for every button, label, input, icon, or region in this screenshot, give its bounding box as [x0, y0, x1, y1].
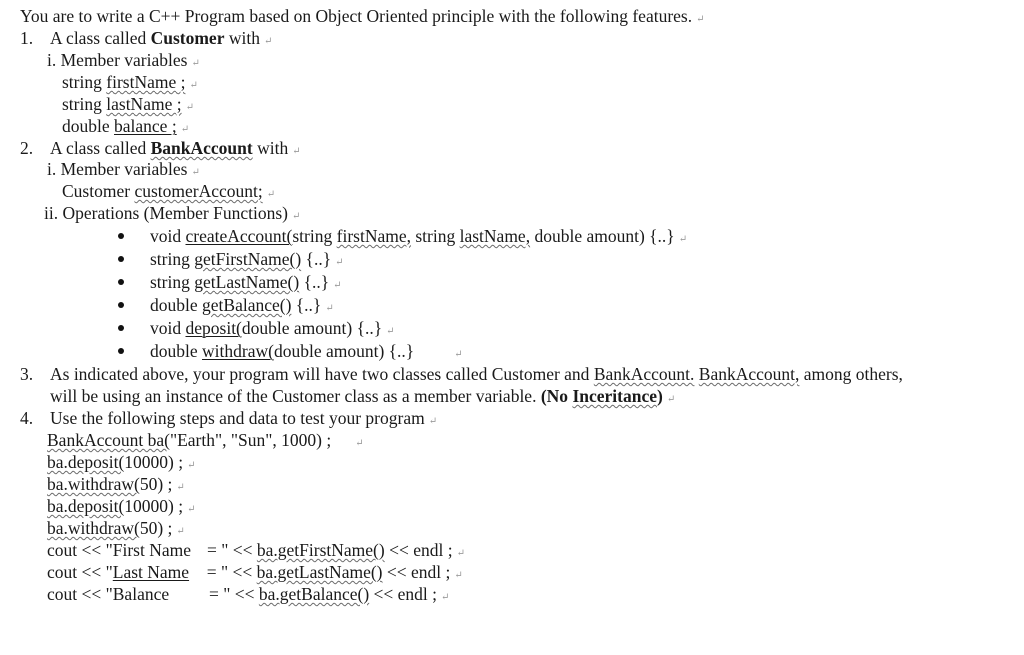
cout-op: = " << [206, 562, 257, 582]
fn-name: getBalance() [202, 295, 292, 315]
cout-label: cout << "First Name [47, 540, 192, 560]
cout-label: Last Name [112, 562, 190, 582]
cout-line [47, 561, 463, 583]
item-3-line-1 [20, 363, 903, 385]
item-1-subheading [47, 49, 200, 71]
var-name: customerAccount; [134, 181, 263, 201]
code-args: 10000) ; [124, 496, 184, 516]
cout-op: = " << [207, 540, 257, 560]
fn-return-type: double [150, 295, 203, 315]
paragraph-mark-icon: ↵ [191, 58, 200, 69]
fn-body: {..} [301, 249, 332, 269]
fn-return-type: void [150, 226, 186, 246]
paragraph-mark-icon: ↵ [176, 482, 185, 493]
code-line [47, 495, 196, 517]
item-3-line-2 [50, 385, 675, 407]
code-call: ba.deposit( [47, 496, 125, 516]
sub-heading-text: ii. Operations (Member Functions) [44, 203, 288, 223]
paragraph-mark-icon: ↵ [291, 211, 301, 222]
code-line [47, 517, 185, 539]
item-number: 1. [20, 28, 34, 48]
code-args: "Earth", "Sun", 1000) ; [169, 430, 332, 450]
cout-call: ba.getLastName() [256, 562, 383, 582]
paragraph-mark-icon: ↵ [335, 257, 344, 268]
fn-return-type: string [150, 272, 195, 292]
fn-name: getLastName() [194, 272, 300, 292]
code-args: 50) ; [139, 518, 173, 538]
sub-heading-text: i. Member variables [47, 159, 188, 179]
item-4-heading [20, 407, 437, 429]
item-text: As indicated above, your program will have two classes called Customer and [50, 364, 594, 384]
paragraph-mark-icon: ↵ [263, 36, 273, 47]
bullet-icon [118, 279, 124, 285]
item-number: 2. [20, 138, 34, 158]
member-variable-line [62, 115, 189, 137]
paragraph-mark-icon: ↵ [189, 80, 198, 91]
paragraph-mark-icon: ↵ [696, 14, 705, 25]
paragraph-mark-icon: ↵ [454, 349, 463, 360]
paragraph-mark-icon: ↵ [325, 303, 334, 314]
var-type: Customer [62, 181, 135, 201]
class-ref: BankAccount, [698, 364, 800, 384]
bullet-icon [118, 256, 124, 262]
fn-arg: string [292, 226, 337, 246]
cout-call: ba.getBalance() [258, 584, 370, 604]
intro-text: You are to write a C++ Program based on Object Oriented principle with the following features. [20, 6, 693, 26]
function-line [150, 248, 344, 270]
cout-line [47, 539, 465, 561]
code-line [47, 473, 185, 495]
fn-body: {..} [291, 295, 322, 315]
cout-op: = " << [209, 584, 259, 604]
var-type: string [62, 72, 107, 92]
paragraph-mark-icon: ↵ [456, 548, 465, 559]
paragraph-mark-icon: ↵ [441, 592, 450, 603]
fn-return-type: double [150, 341, 203, 361]
fn-name: createAccount( [185, 226, 293, 246]
var-type: string [62, 94, 107, 114]
cout-call: ba.getFirstName() [256, 540, 385, 560]
paragraph-mark-icon: ↵ [266, 189, 276, 200]
code-args: 10000) ; [124, 452, 184, 472]
bullet-icon [118, 325, 124, 331]
item-text: Use the following steps and data to test your program [50, 408, 425, 428]
paragraph-mark-icon: ↵ [176, 526, 185, 537]
bullet-icon [118, 233, 124, 239]
code-call: ba.withdraw( [47, 474, 140, 494]
paragraph-mark-icon: ↵ [454, 570, 463, 581]
fn-arg: string [410, 226, 460, 246]
paragraph-mark-icon: ↵ [187, 504, 196, 515]
function-line [150, 340, 463, 362]
fn-arg: double amount) {..} [530, 226, 675, 246]
item-1-heading [20, 27, 272, 49]
item-text: with [224, 28, 260, 48]
class-name-bankaccount: BankAccount [150, 138, 253, 158]
function-line [150, 294, 334, 316]
note-word: Inceritance [572, 386, 657, 406]
fn-return-type: string [150, 249, 195, 269]
fn-name: deposit( [185, 318, 242, 338]
fn-arg-name: firstName, [336, 226, 411, 246]
class-name-customer: Customer [150, 28, 225, 48]
paragraph-mark-icon: ↵ [355, 438, 364, 449]
paragraph-mark-icon: ↵ [333, 280, 342, 291]
item-text: A class called [50, 28, 151, 48]
bullet-icon [118, 348, 124, 354]
cout-label-prefix: cout << " [47, 562, 113, 582]
cout-end: << endl ; [384, 540, 453, 560]
code-line [47, 451, 196, 473]
var-name: firstName ; [106, 72, 186, 92]
class-ref: BankAccount. [593, 364, 695, 384]
member-variable-line [62, 71, 198, 93]
function-line [150, 271, 342, 293]
item-text: with [252, 138, 289, 158]
note-suffix: ) [657, 386, 663, 406]
cout-label: cout << "Balance [47, 584, 170, 604]
cout-line [47, 583, 449, 605]
paragraph-mark-icon: ↵ [386, 326, 395, 337]
fn-name: getFirstName() [194, 249, 302, 269]
item-2-subheading [47, 158, 200, 180]
cout-end: << endl ; [382, 562, 451, 582]
fn-arg-name: lastName, [459, 226, 531, 246]
paragraph-mark-icon: ↵ [185, 102, 194, 113]
fn-body: double amount) {..} [241, 318, 383, 338]
intro-line [20, 5, 705, 27]
paragraph-mark-icon: ↵ [292, 146, 301, 157]
fn-name: withdraw( [202, 341, 274, 361]
var-name: lastName ; [106, 94, 182, 114]
fn-body: double amount) {..} [273, 341, 415, 361]
paragraph-mark-icon: ↵ [428, 416, 438, 427]
paragraph-mark-icon: ↵ [666, 394, 676, 405]
note-prefix: (No [540, 386, 573, 406]
code-call: ba.deposit( [47, 452, 125, 472]
paragraph-mark-icon: ↵ [187, 460, 196, 471]
item-number: 4. [20, 408, 34, 428]
item-number: 3. [20, 364, 34, 384]
item-text: A class called [50, 138, 151, 158]
fn-return-type: void [150, 318, 186, 338]
fn-body: {..} [299, 272, 330, 292]
paragraph-mark-icon: ↵ [180, 124, 190, 135]
bullet-icon [118, 302, 124, 308]
var-type: double [62, 116, 115, 136]
item-text: among others, [799, 364, 903, 384]
member-variable-line [62, 180, 275, 202]
paragraph-mark-icon: ↵ [191, 167, 200, 178]
member-variable-line [62, 93, 194, 115]
function-line [150, 225, 687, 247]
var-name: balance ; [114, 116, 177, 136]
code-line [47, 429, 364, 451]
code-call: ba.withdraw( [47, 518, 140, 538]
item-2-heading [20, 137, 301, 159]
function-line [150, 317, 395, 339]
item-text: will be using an instance of the Customer class as a member variable. [50, 386, 541, 406]
cout-end: << endl ; [369, 584, 438, 604]
code-call: BankAccount ba( [47, 430, 170, 450]
sub-heading-text: i. Member variables [47, 50, 188, 70]
code-args: 50) ; [139, 474, 173, 494]
paragraph-mark-icon: ↵ [678, 234, 688, 245]
item-2-subheading-ii [44, 202, 300, 224]
